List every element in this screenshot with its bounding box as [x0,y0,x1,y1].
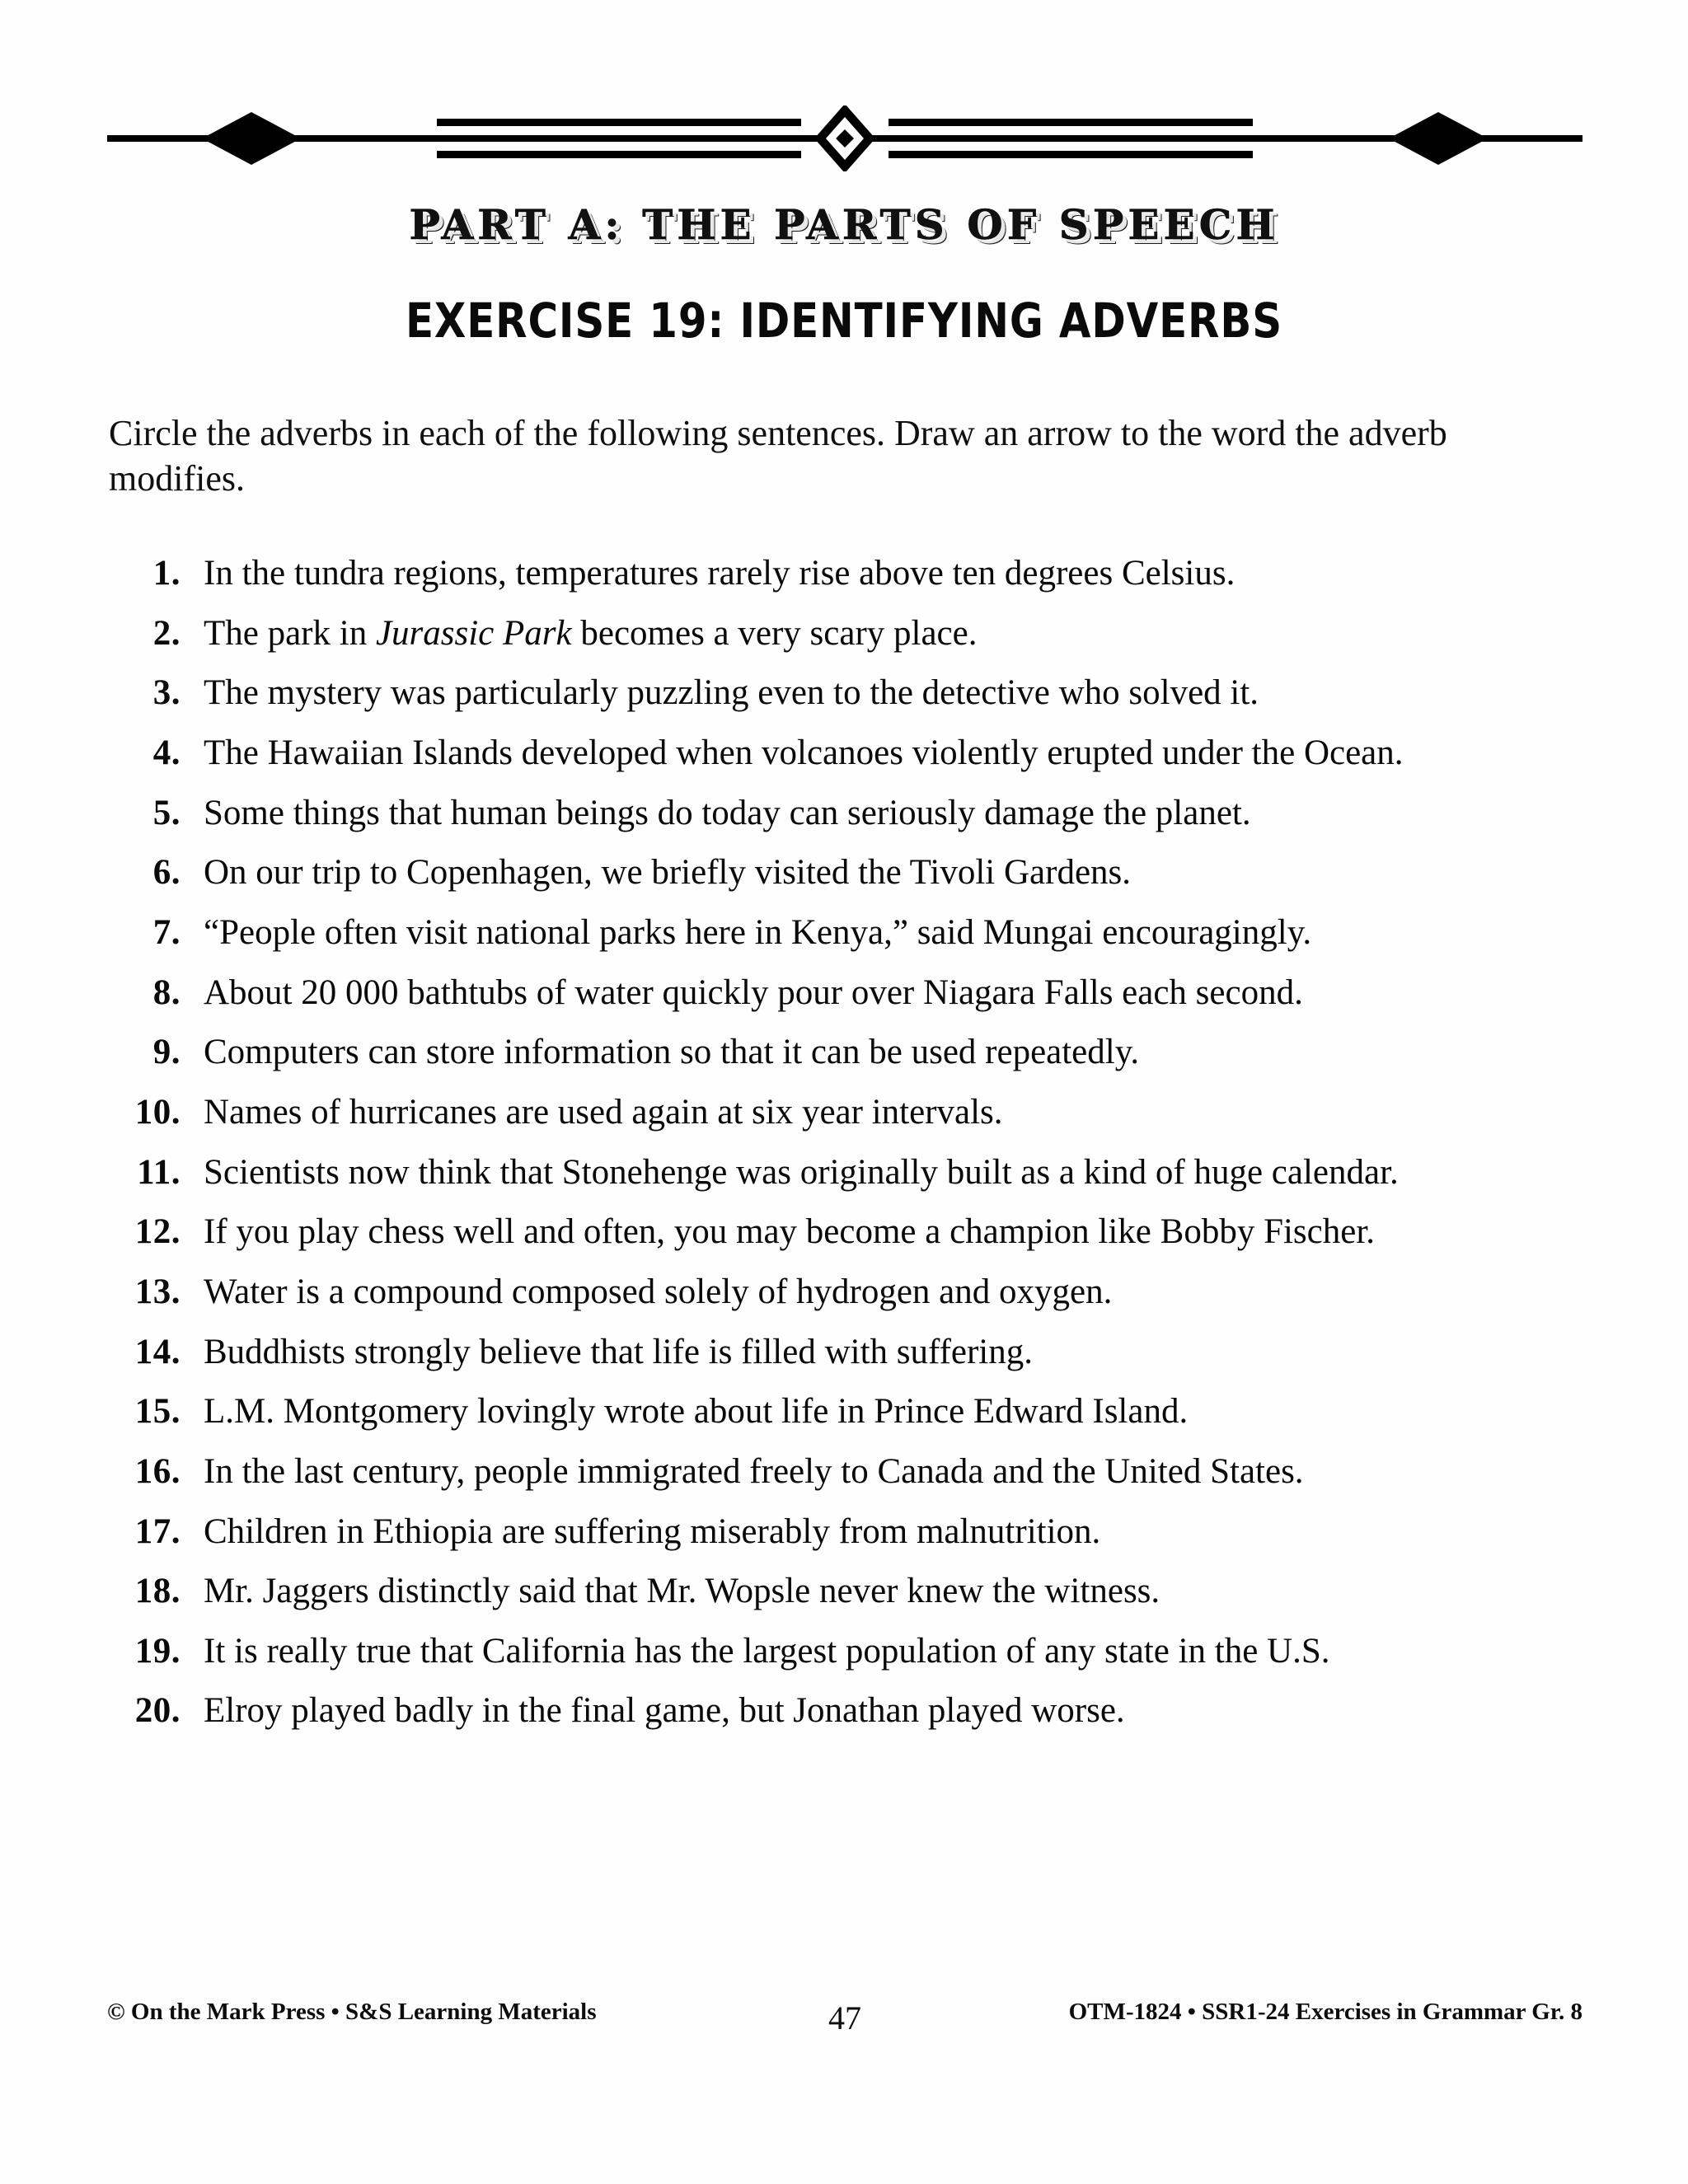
item-text: About 20 000 bathtubs of water quickly pour over Niagara Falls each second. [204,972,1303,1012]
item-number: 20. [134,1691,181,1731]
page-number: 47 [828,1999,861,2036]
list-item [109,1333,1584,1372]
item-text: Water is a compound composed solely of hydrogen and oxygen. [204,1272,1113,1311]
item-text: Buddhists strongly believe that life is filled with suffering. [204,1332,1033,1371]
item-text: Computers can store information so that it can be used repeatedly. [204,1033,1140,1072]
item-number: 17. [134,1511,181,1551]
item-text: Some things that human beings do today can seriously damage the planet. [204,793,1251,832]
footer-copyright: © On the Mark Press • S&S Learning Materials [107,1999,597,2025]
item-number: 11. [137,1152,181,1192]
list-item [109,614,1584,654]
item-number: 14. [134,1332,181,1371]
item-text: The mystery was particularly puzzling even to the detective who solved it. [204,673,1259,713]
list-item [109,673,1584,713]
list-item [109,913,1584,953]
list-item [109,1452,1584,1492]
diamond-rule-ornament [107,105,1582,171]
item-text: Scientists now think that Stonehenge was originally built as a kind of huge calendar. [204,1152,1399,1192]
list-item [109,1033,1584,1072]
item-text: Children in Ethiopia are suffering miserably from malnutrition. [204,1511,1101,1551]
item-number: 2. [152,613,181,653]
list-item [109,1392,1584,1432]
item-number: 16. [134,1451,181,1491]
item-number: 13. [134,1272,181,1311]
list-item [109,1572,1584,1611]
item-number: 12. [134,1212,181,1252]
item-text: The park in Jurassic Park becomes a very scary place. [204,613,978,653]
item-number: 1. [152,554,181,593]
item-text: Elroy played badly in the final game, but Jonathan played worse. [204,1691,1125,1731]
page-title: EXERCISE 19: IDENTIFYING ADVERBS [405,293,1282,349]
item-number: 19. [134,1631,181,1671]
item-text: In the tundra regions, temperatures rarely rise above ten degrees Celsius. [204,554,1236,593]
instructions-text: Circle the adverbs in each of the following sentences. Draw an arrow to the word the adverb modifies. [109,413,1447,499]
item-number: 18. [134,1572,181,1611]
item-text: Names of hurricanes are used again at six year intervals. [204,1092,1003,1132]
item-text: It is really true that California has the largest population of any state in the U.S. [204,1631,1330,1671]
list-item [109,733,1584,773]
item-text: In the last century, people immigrated freely to Canada and the United States. [204,1451,1304,1491]
list-item [109,554,1584,593]
item-text: “People often visit national parks here in Kenya,” said Mungai encouragingly. [204,912,1312,952]
item-number: 9. [152,1033,181,1072]
list-item [109,1153,1584,1193]
item-text: Mr. Jaggers distinctly said that Mr. Wopsle never knew the witness. [204,1572,1160,1611]
item-number: 6. [152,853,181,893]
part-header: PART A: THE PARTS OF SPEECH [409,200,1279,249]
list-item [109,853,1584,893]
list-item [109,794,1584,833]
item-text: If you play chess well and often, you may become a champion like Bobby Fischer. [204,1212,1376,1252]
list-item [109,1272,1584,1312]
footer-product-code: OTM-1824 • SSR1-24 Exercises in Grammar Gr. 8 [1068,1999,1582,2025]
item-number: 10. [134,1092,181,1132]
item-number: 5. [152,793,181,832]
list-item [109,1512,1584,1552]
item-text: The Hawaiian Islands developed when volcanoes violently erupted under the Ocean. [204,733,1404,772]
item-number: 4. [152,733,181,772]
item-text: On our trip to Copenhagen, we briefly visited the Tivoli Gardens. [204,853,1132,893]
list-item [109,973,1584,1013]
list-item [109,1093,1584,1132]
page-footer [107,1999,1582,2040]
item-text: L.M. Montgomery lovingly wrote about life in Prince Edward Island. [204,1392,1189,1432]
list-item [109,1691,1584,1731]
item-number: 15. [134,1392,181,1432]
list-item [109,1632,1584,1671]
item-number: 8. [152,972,181,1012]
item-number: 3. [152,673,181,713]
item-number: 7. [152,912,181,952]
list-item [109,1212,1584,1252]
question-list [109,554,1584,1751]
